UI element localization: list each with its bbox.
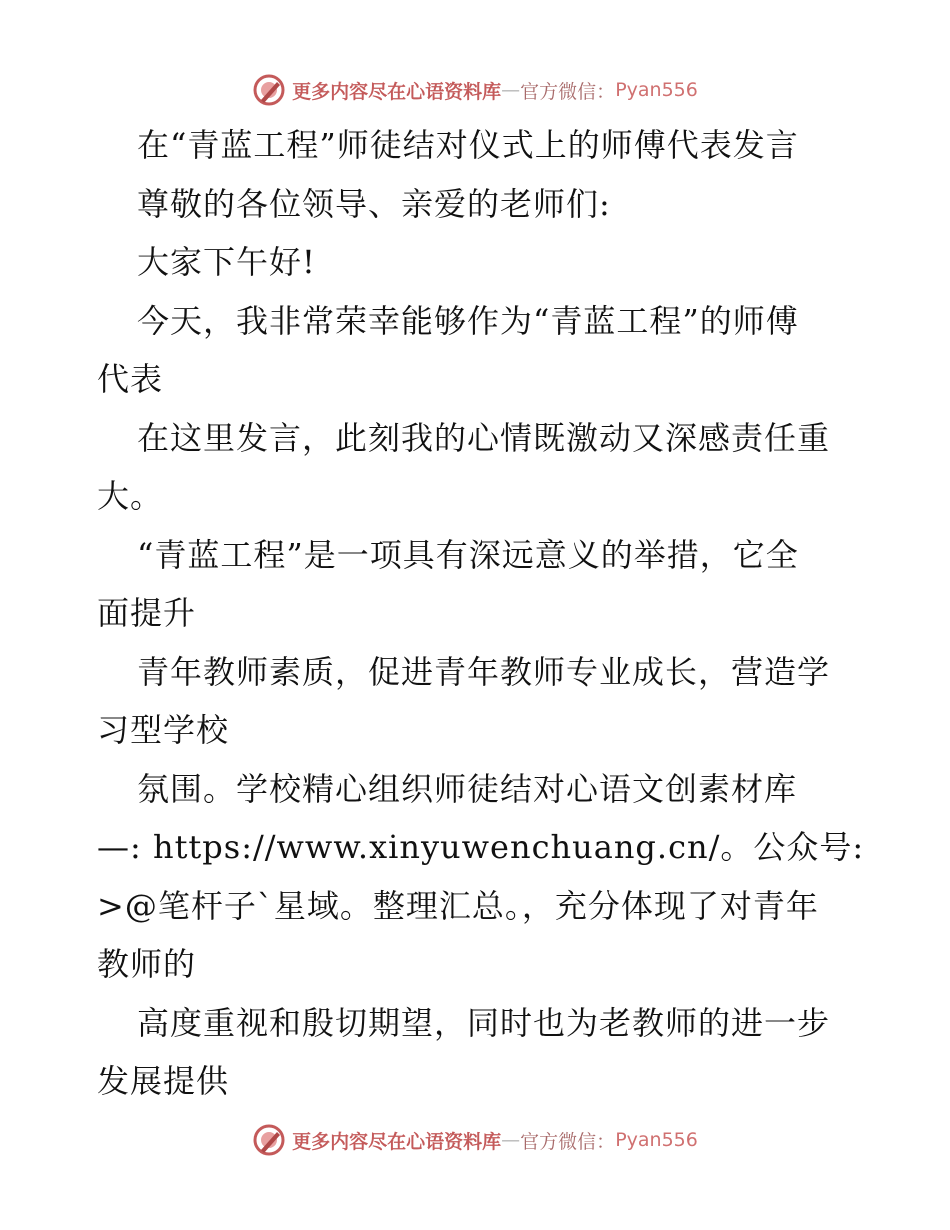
doc-title: 在“青蓝工程”师徒结对仪式上的师傅代表发言 (137, 126, 799, 164)
doc-salutation: 尊敬的各位领导、亲爱的老师们: (137, 184, 611, 223)
doc-line: 面提升 (97, 594, 197, 632)
doc-line: 习型学校 (97, 711, 230, 749)
watermark-dash: — (501, 1129, 521, 1151)
document-body (97, 116, 865, 1111)
watermark-footer (0, 1120, 950, 1160)
watermark-id: Pyan556 (615, 1129, 698, 1151)
doc-line-url: —: https://www.xinyuwenchuang.cn/。公众号: (97, 828, 865, 866)
doc-line: >@笔杆子`星域。整理汇总。，充分体现了对青年 (97, 886, 819, 925)
doc-greeting: 大家下午好! (137, 243, 316, 281)
watermark-dash: — (501, 79, 521, 101)
watermark-id: Pyan556 (615, 79, 698, 101)
watermark-label: 官方微信： (520, 1130, 616, 1153)
doc-line: 今天，我非常荣幸能够作为“青蓝工程”的师傅 (137, 301, 799, 340)
watermark-label: 官方微信： (520, 80, 616, 103)
doc-line: 发展提供 (97, 1062, 230, 1100)
doc-line: 在这里发言，此刻我的心情既激动又深感责任重 (137, 418, 831, 457)
doc-line: 教师的 (97, 945, 197, 983)
pen-logo-icon (252, 73, 286, 107)
watermark-main-text: 更多内容尽在心语资料库 (292, 80, 502, 103)
doc-line: 氛围。学校精心组织师徒结对心语文创素材库 (137, 769, 798, 808)
doc-line: 高度重视和殷切期望，同时也为老教师的进一步 (137, 1003, 831, 1042)
doc-line: 代表 (97, 360, 164, 398)
doc-line: 青年教师素质，促进青年教师专业成长，营造学 (137, 652, 831, 691)
doc-line: “青蓝工程”是一项具有深远意义的举措，它全 (137, 535, 799, 574)
pen-logo-icon (252, 1123, 286, 1157)
doc-line: 大。 (97, 477, 164, 515)
watermark-header (0, 70, 950, 110)
watermark-main-text: 更多内容尽在心语资料库 (292, 1130, 502, 1153)
